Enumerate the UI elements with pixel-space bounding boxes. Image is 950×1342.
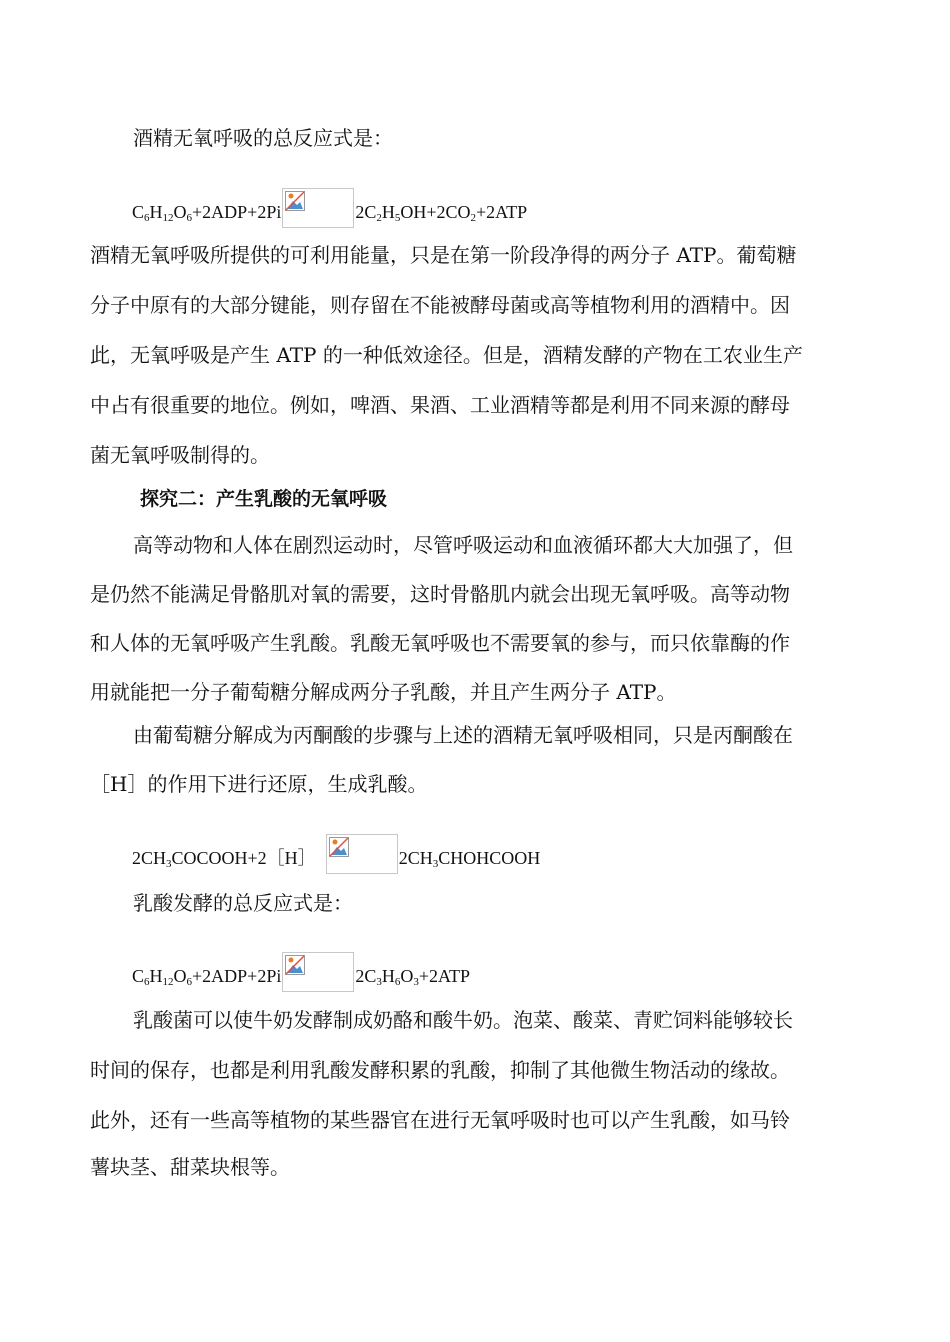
equation-right: $2C_3H_6O_3+2ATP$	[355, 966, 471, 988]
paragraph-line: ［H］的作用下进行还原，生成乳酸。	[90, 772, 428, 796]
paragraph-line: 时间的保存，也都是利用乳酸发酵积累的乳酸，抑制了其他微生物活动的缘故。	[90, 1058, 790, 1082]
paragraph-line: 中占有很重要的地位。例如，啤酒、果酒、工业酒精等都是利用不同来源的酵母	[90, 393, 790, 417]
paragraph-line: 薯块茎、甜菜块根等。	[90, 1155, 290, 1179]
paragraph-text: 酒精无氧呼吸的总反应式是：	[133, 126, 393, 150]
paragraph-line: 由葡萄糖分解成为丙酮酸的步骤与上述的酒精无氧呼吸相同，只是丙酮酸在	[133, 723, 793, 747]
paragraph-line: 乳酸菌可以使牛奶发酵制成奶酪和酸牛奶。泡菜、酸菜、青贮饲料能够较长	[133, 1008, 793, 1032]
paragraph-line: 是仍然不能满足骨骼肌对氧的需要，这时骨骼肌内就会出现无氧呼吸。高等动物	[90, 582, 790, 606]
paragraph-line: 菌无氧呼吸制得的。	[90, 443, 270, 467]
equation-right: $2CH_3CHOHCOOH$	[398, 848, 541, 870]
paragraph-line: 用就能把一分子葡萄糖分解成两分子乳酸，并且产生两分子 ATP。	[90, 680, 677, 704]
equation-lactic-reduction	[132, 834, 540, 874]
equation-right: $2C_2H_5OH+2CO_2+2ATP$	[355, 202, 528, 224]
paragraph-line: 高等动物和人体在剧烈运动时，尽管呼吸运动和血液循环都大大加强了，但	[133, 533, 793, 557]
paragraph-line: 酒精无氧呼吸所提供的可利用能量，只是在第一阶段净得的两分子 ATP。葡萄糖	[90, 243, 797, 267]
broken-image-icon	[282, 188, 354, 228]
paragraph-line: 分子中原有的大部分键能，则存留在不能被酵母菌或高等植物利用的酒精中。因	[90, 293, 790, 317]
equation-left: $C_6H_{12}O_6+2ADP+2Pi$	[132, 966, 282, 988]
equation-left: $2CH_3COCOOH+2[H]$	[132, 848, 316, 870]
paragraph-text: 乳酸发酵的总反应式是：	[133, 891, 353, 915]
paragraph-line: 和人体的无氧呼吸产生乳酸。乳酸无氧呼吸也不需要氧的参与，而只依靠酶的作	[90, 631, 790, 655]
section-heading: 探究二：产生乳酸的无氧呼吸	[140, 488, 388, 510]
equation-left: $C_6H_{12}O_6+2ADP+2Pi$	[132, 202, 282, 224]
paragraph-line: 此外，还有一些高等植物的某些器官在进行无氧呼吸时也可以产生乳酸，如马铃	[90, 1108, 790, 1132]
equation-lactic-fermentation	[132, 952, 470, 992]
equation-alcohol-fermentation	[132, 188, 527, 228]
broken-image-icon	[326, 834, 398, 874]
paragraph-line: 此，无氧呼吸是产生 ATP 的一种低效途径。但是，酒精发酵的产物在工农业生产	[90, 343, 803, 367]
broken-image-icon	[282, 952, 354, 992]
